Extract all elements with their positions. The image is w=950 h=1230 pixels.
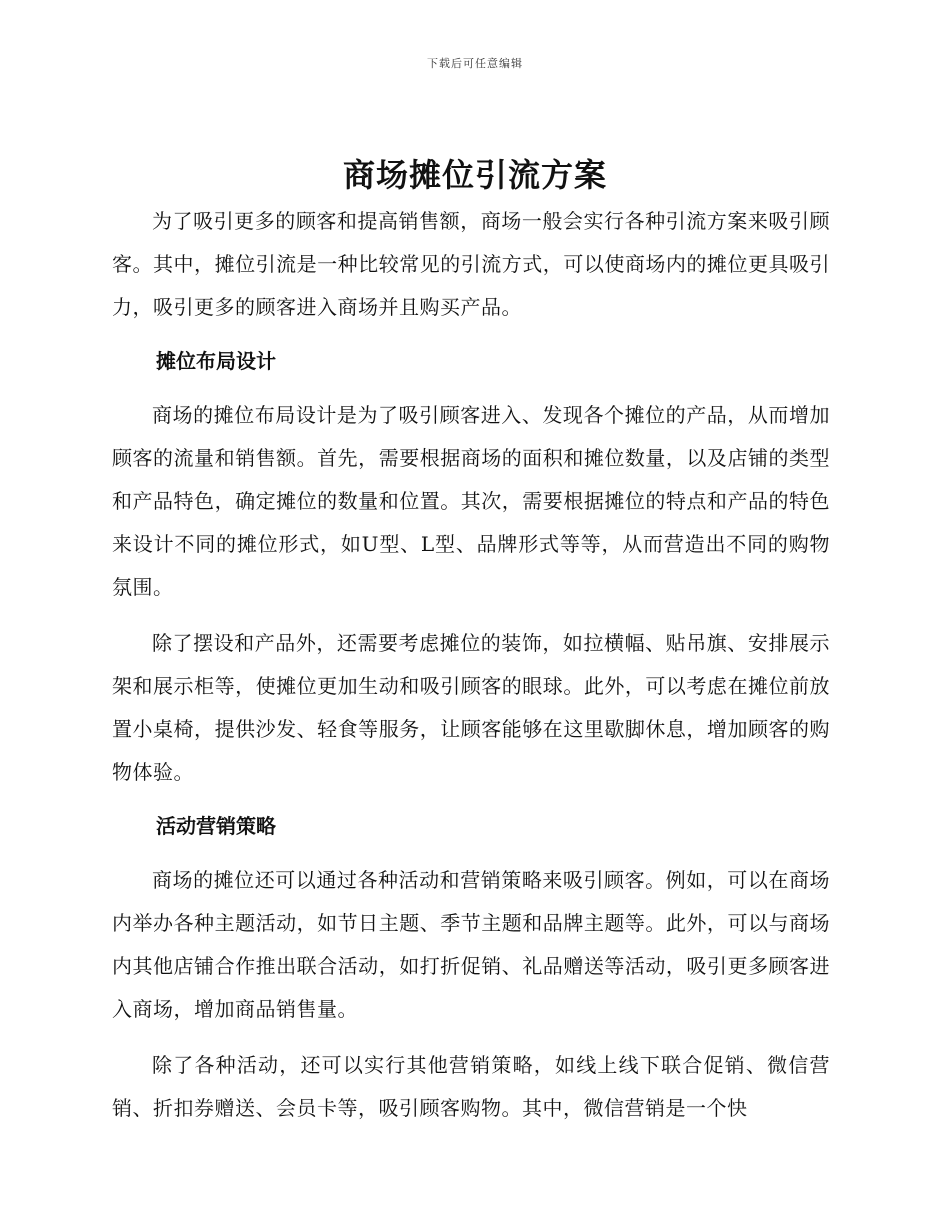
header-note: 下载后可任意编辑 <box>427 57 523 70</box>
marketing-paragraph-2: 除了各种活动，还可以实行其他营销策略，如线上线下联合促销、微信营销、折扣券赠送、会员卡等，吸引顾客购物。其中，微信营销是一个快 <box>112 1053 830 1120</box>
layout-paragraph-1: 商场的摊位布局设计是为了吸引顾客进入、发现各个摊位的产品，从而增加顾客的流量和销售额。首先，需要根据商场的面积和摊位数量，以及店铺的类型和产品特色，确定摊位的数量和位置。其次，需要根据摊位的特点和产品的特色来设计不同的摊位形式，如U型、L型、品牌形式等等，从而营造出不同的购物氛围。 <box>112 403 830 599</box>
section-heading-layout: 摊位布局设计 <box>156 349 276 373</box>
document-body <box>112 200 830 1130</box>
intro-paragraph: 为了吸引更多的顾客和提高销售额，商场一般会实行各种引流方案来吸引顾客。其中，摊位引流是一种比较常见的引流方式，可以使商场内的摊位更具吸引力，吸引更多的顾客进入商场并且购买产品。 <box>112 209 830 319</box>
document-title: 商场摊位引流方案 <box>342 156 607 194</box>
marketing-paragraph-1: 商场的摊位还可以通过各种活动和营销策略来吸引顾客。例如，可以在商场内举办各种主题活动，如节日主题、季节主题和品牌主题等。此外，可以与商场内其他店铺合作推出联合活动，如打折促销、礼品赠送等活动，吸引更多顾客进入商场，增加商品销售量。 <box>112 868 830 1021</box>
layout-paragraph-2: 除了摆设和产品外，还需要考虑摊位的装饰，如拉横幅、贴吊旗、安排展示架和展示柜等，使摊位更加生动和吸引顾客的眼球。此外，可以考虑在摊位前放置小桌椅，提供沙发、轻食等服务，让顾客能够在这里歇脚休息，增加顾客的购物体验。 <box>112 631 830 784</box>
section-heading-marketing: 活动营销策略 <box>156 814 276 838</box>
